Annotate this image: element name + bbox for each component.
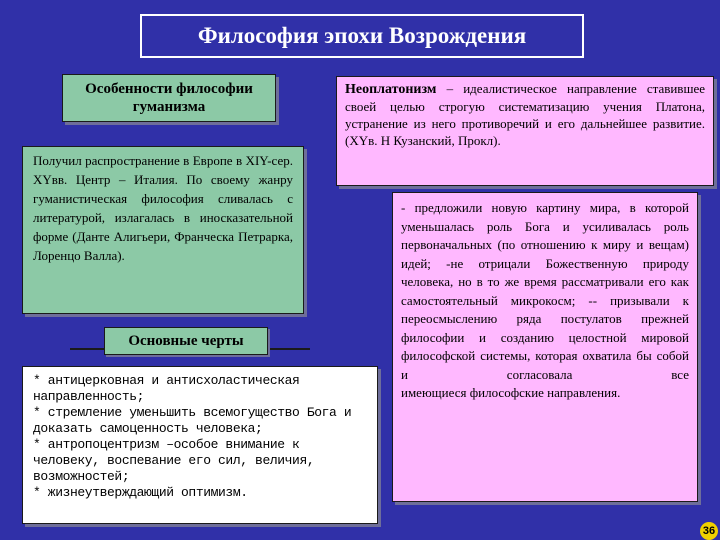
history-text: Получил распространение в Европе в XIY-сер. XYвв. Центр – Италия. По своему жанру гуманистическая философия сливалась с литературой, излагалась в иносказательной форме (Данте Алигьери, Франческа Петрарка,	[33, 153, 293, 244]
page-number-badge: 36	[700, 522, 718, 540]
history-text-last: Лоренцо Валла).	[33, 248, 125, 263]
features-heading-box	[62, 74, 276, 122]
neoplatonism-term: Неоплатонизм	[345, 82, 437, 97]
traits-heading-box	[104, 327, 268, 355]
contributions-box	[392, 192, 698, 502]
neoplatonism-box	[336, 76, 714, 186]
trait-item: * стремление уменьшить всемогущество Бога и доказать самоценность человека;	[33, 405, 352, 436]
traits-heading: Основные черты	[128, 333, 244, 349]
contributions-text: - предложили новую картину мира, в которой уменьшалась роль Бога и усиливалась роль первоначальных (по отношению к миру и вещам) идей; -не отрицали Божественную природу человека, но в то же время рассматривали его как самостоятельный микрокосм; -- призывали к переосмыслению ряда постулатов прежней философии и созданию целостной мировой философской системы, которая охватила бы собой и согласовала все	[401, 200, 689, 382]
features-heading: Особенности философии гуманизма	[85, 81, 253, 115]
traits-box	[22, 366, 378, 524]
trait-item: * жизнеутверждающий оптимизм.	[33, 485, 248, 500]
slide-title: Философия эпохи Возрождения	[140, 14, 584, 58]
trait-item: * антропоцентризм –особое внимание к человеку, воспевание его сил, величия, возможностей;	[33, 437, 315, 484]
trait-item: * антицерковная и антисхоластическая направленность;	[33, 373, 300, 404]
contributions-text-last: имеющиеся философские направления.	[401, 385, 621, 400]
neoplatonism-definition: – идеалистическое направление ставившее своей целью строгую систематизацию учения Платона, устранение из него противоречий и его дальнейшее развитие. (XYв. Н Кузанский, Прокл).	[345, 81, 705, 148]
history-box	[22, 146, 304, 314]
